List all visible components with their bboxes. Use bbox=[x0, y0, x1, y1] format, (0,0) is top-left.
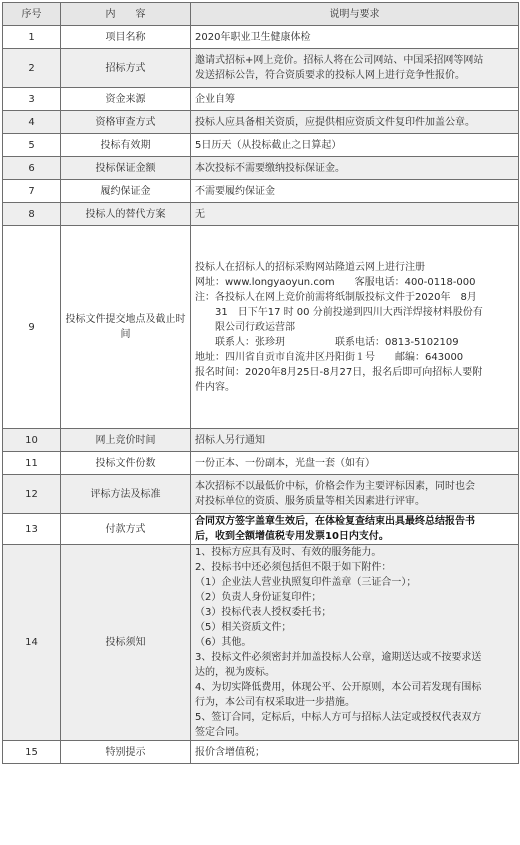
table-row bbox=[3, 226, 519, 429]
description-line: 企业自筹 bbox=[195, 93, 235, 105]
row-description bbox=[191, 157, 519, 180]
table-row bbox=[3, 429, 519, 452]
row-description bbox=[191, 452, 519, 475]
description-line: 地址：四川省自贡市自流井区丹阳街１号 邮编：643000 bbox=[195, 351, 464, 363]
description-line: 限公司行政运营部 bbox=[195, 321, 295, 333]
row-description bbox=[191, 475, 519, 514]
table-row bbox=[3, 49, 519, 88]
table-row bbox=[3, 514, 519, 545]
description-line: 4、为切实降低费用，体现公平、公开原则，本公司若发现有围标 bbox=[195, 682, 482, 693]
row-description bbox=[191, 741, 519, 764]
row-description bbox=[191, 226, 519, 429]
row-item: 特别提示 bbox=[61, 741, 191, 764]
description-line: 不需要履约保证金 bbox=[195, 185, 275, 197]
description-line: 达的，视为废标。 bbox=[195, 667, 275, 678]
table-row bbox=[3, 88, 519, 111]
row-item: 投标须知 bbox=[61, 545, 191, 741]
row-number: 15 bbox=[3, 741, 61, 764]
table-row bbox=[3, 475, 519, 514]
row-number: 9 bbox=[3, 226, 61, 429]
description-line: 合同双方签字盖章生效后，在体检复查结束出具最终总结报告书 bbox=[195, 516, 475, 527]
table-row bbox=[3, 157, 519, 180]
description-line: 2020年职业卫生健康体检 bbox=[195, 31, 311, 43]
description-line: 联系人：张珍玥 联系电话：0813-5102109 bbox=[195, 336, 459, 348]
header-item: 内 容 bbox=[61, 3, 191, 26]
description-line: 投标人在招标人的招标采购网站隆道云网上进行注册 bbox=[195, 261, 425, 273]
description-line: （3）投标代表人授权委托书； bbox=[195, 607, 332, 618]
row-description bbox=[191, 26, 519, 49]
row-number: 1 bbox=[3, 26, 61, 49]
table-row bbox=[3, 545, 519, 741]
description-line: 后，收到全额增值税专用发票10日内支付。 bbox=[195, 531, 389, 542]
table-row bbox=[3, 741, 519, 764]
row-number: 2 bbox=[3, 49, 61, 88]
row-item: 投标保证金额 bbox=[61, 157, 191, 180]
row-number: 13 bbox=[3, 514, 61, 545]
row-item: 资格审查方式 bbox=[61, 111, 191, 134]
description-line: （1）企业法人营业执照复印件盖章（三证合一）； bbox=[195, 577, 417, 588]
row-item: 投标人的替代方案 bbox=[61, 203, 191, 226]
description-line: 网址：www.longyaoyun.com 客服电话：400-0118-000 bbox=[195, 276, 476, 288]
description-line: 投标人应具备相关资质，应提供相应资质文件复印件加盖公章。 bbox=[195, 116, 475, 128]
row-description bbox=[191, 49, 519, 88]
row-item: 网上竞价时间 bbox=[61, 429, 191, 452]
table-row bbox=[3, 180, 519, 203]
row-item: 投标文件提交地点及截止时间 bbox=[61, 226, 191, 429]
description-line: 2、投标书中还必须包括但不限于如下附件： bbox=[195, 562, 392, 573]
table-header-row bbox=[3, 3, 519, 26]
table-row bbox=[3, 134, 519, 157]
header-desc: 说明与要求 bbox=[191, 3, 519, 26]
row-item: 投标有效期 bbox=[61, 134, 191, 157]
row-item: 付款方式 bbox=[61, 514, 191, 545]
row-description bbox=[191, 429, 519, 452]
table-row bbox=[3, 452, 519, 475]
row-number: 8 bbox=[3, 203, 61, 226]
row-item: 评标方法及标准 bbox=[61, 475, 191, 514]
description-line: 对投标单位的资质、服务质量等相关因素进行评审。 bbox=[195, 496, 425, 507]
row-item: 履约保证金 bbox=[61, 180, 191, 203]
row-description bbox=[191, 203, 519, 226]
description-line: 报名时间：2020年8月25日-8月27日，报名后即可向招标人要附 bbox=[195, 366, 483, 378]
row-description bbox=[191, 134, 519, 157]
description-line: （2）负责人身份证复印件； bbox=[195, 592, 322, 603]
description-line: 件内容。 bbox=[195, 381, 235, 393]
description-line: 5日历天（从投标截止之日算起） bbox=[195, 139, 342, 151]
row-description bbox=[191, 514, 519, 545]
row-item: 项目名称 bbox=[61, 26, 191, 49]
row-item: 招标方式 bbox=[61, 49, 191, 88]
description-line: 31 日下午17 时 00 分前投递到四川大西洋焊接材料股份有 bbox=[195, 306, 483, 318]
description-line: 行为，本公司有权采取进一步措施。 bbox=[195, 697, 355, 708]
row-number: 7 bbox=[3, 180, 61, 203]
description-line: 1、投标方应具有及时、有效的服务能力。 bbox=[195, 547, 382, 558]
row-item: 资金来源 bbox=[61, 88, 191, 111]
row-number: 11 bbox=[3, 452, 61, 475]
description-line: 一份正本、一份副本，光盘一套（如有） bbox=[195, 457, 375, 469]
table-row bbox=[3, 203, 519, 226]
row-description bbox=[191, 88, 519, 111]
table-row bbox=[3, 26, 519, 49]
header-no: 序号 bbox=[3, 3, 61, 26]
description-line: （6）其他。 bbox=[195, 637, 252, 648]
row-number: 6 bbox=[3, 157, 61, 180]
description-line: 无 bbox=[195, 208, 205, 220]
row-description bbox=[191, 180, 519, 203]
description-line: 发送招标公告，符合资质要求的投标人网上进行竞争性报价。 bbox=[195, 70, 465, 81]
description-line: （5）相关资质文件； bbox=[195, 622, 292, 633]
row-number: 12 bbox=[3, 475, 61, 514]
description-line: 邀请式招标+网上竞价。招标人将在公司网站、中国采招网等网站 bbox=[195, 55, 484, 66]
description-line: 注：各投标人在网上竞价前需将纸制版投标文件于2020年 8月 bbox=[195, 291, 477, 303]
row-number: 14 bbox=[3, 545, 61, 741]
row-description bbox=[191, 111, 519, 134]
table-row bbox=[3, 111, 519, 134]
description-line: 5、签订合同，定标后，中标人方可与招标人法定或授权代表双方 bbox=[195, 712, 482, 723]
table-body bbox=[3, 26, 519, 764]
description-line: 3、投标文件必须密封并加盖投标人公章，逾期送达或不按要求送 bbox=[195, 652, 482, 663]
description-line: 本次投标不需要缴纳投标保证金。 bbox=[195, 162, 345, 174]
row-number: 10 bbox=[3, 429, 61, 452]
description-line: 签定合同。 bbox=[195, 727, 245, 738]
row-description bbox=[191, 545, 519, 741]
bidding-requirements-table bbox=[2, 2, 519, 764]
description-line: 报价含增值税； bbox=[195, 746, 265, 758]
row-number: 5 bbox=[3, 134, 61, 157]
row-item: 投标文件份数 bbox=[61, 452, 191, 475]
description-line: 本次招标不以最低价中标，价格会作为主要评标因素，同时也会 bbox=[195, 481, 475, 492]
row-number: 3 bbox=[3, 88, 61, 111]
row-number: 4 bbox=[3, 111, 61, 134]
description-line: 招标人另行通知 bbox=[195, 434, 265, 446]
